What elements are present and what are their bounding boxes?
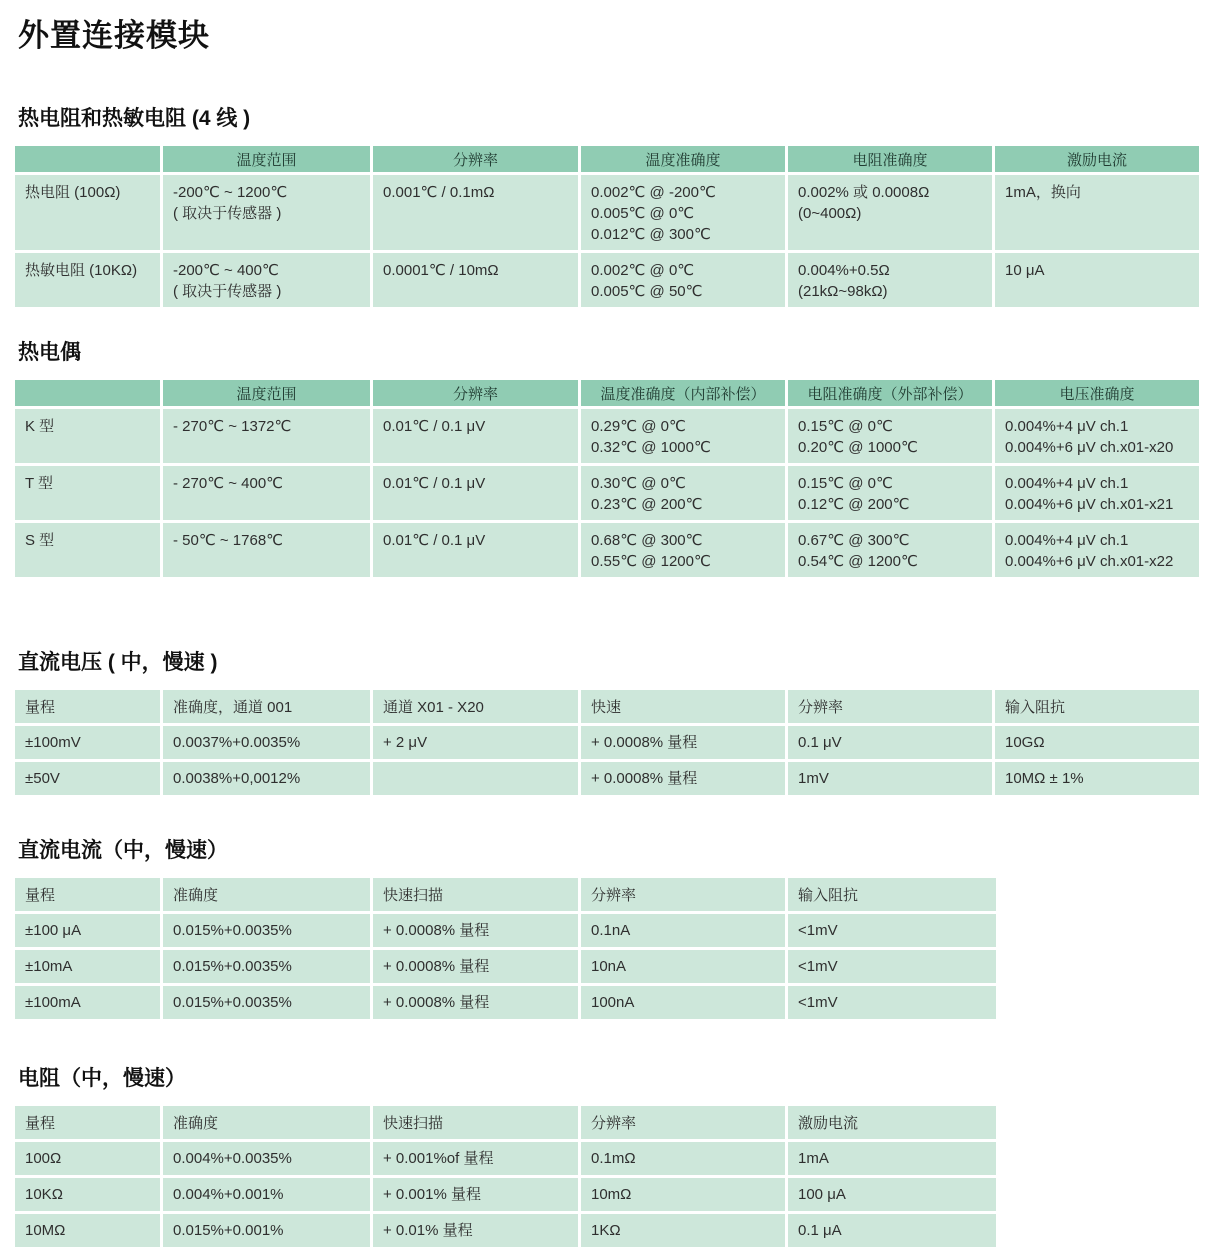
table-row (15, 950, 996, 983)
section-heading: 热电偶 (18, 341, 81, 364)
cell-line: ±100mA (25, 993, 81, 1011)
section-heading: 热电阻和热敏电阻 (4 线 ) (18, 107, 251, 130)
cell-line: 0.005℃ @ 0℃ (591, 205, 695, 222)
cell-line: ±100 μA (25, 921, 82, 939)
cell-line: + 0.0008% 量程 (383, 921, 490, 939)
column-header: 量程 (15, 690, 160, 723)
column-header: 量程 (15, 878, 160, 911)
cell-line: 0.015%+0.0035% (173, 957, 292, 975)
section-heading: 直流电流（中，慢速） (18, 839, 228, 862)
cell-line: 10nA (591, 957, 627, 975)
column-header: 准确度 (163, 878, 370, 911)
table-cell (15, 762, 160, 795)
table-cell (373, 1178, 578, 1211)
column-header: 快速扫描 (373, 1106, 578, 1139)
table-cell (15, 253, 160, 307)
cell-line: <1mV (798, 921, 838, 939)
cell-line: 0.67℃ @ 300℃ (798, 532, 910, 549)
page-title: 外置连接模块 (18, 18, 210, 53)
table-cell (163, 175, 370, 250)
column-header: 准确度，通道 001 (163, 690, 370, 723)
cell-line: + 0.01% 量程 (383, 1221, 473, 1239)
table-cell (373, 726, 578, 759)
cell-line: 1KΩ (591, 1221, 621, 1239)
table-cell (581, 914, 785, 947)
table-cell (163, 762, 370, 795)
column-header: 准确度 (163, 1106, 370, 1139)
column-header: 分辨率 (581, 878, 785, 911)
section-heading: 直流电压 ( 中，慢速 ) (18, 651, 218, 674)
spec-table (12, 377, 1202, 580)
column-header: 温度准确度（内部补偿） (581, 380, 785, 406)
cell-line: 10MΩ (25, 1221, 66, 1239)
table-cell (788, 914, 996, 947)
cell-line: <1mV (798, 957, 838, 975)
cell-line: 0.01℃ / 0.1 μV (383, 475, 486, 492)
cell-line: (0~400Ω) (798, 205, 862, 222)
header-row (15, 380, 1199, 406)
cell-line: 0.004%+4 μV ch.1 (1005, 418, 1129, 435)
cell-line: K 型 (25, 418, 55, 435)
table-row (15, 762, 1199, 795)
cell-line: 0.1 μV (798, 733, 842, 751)
column-header: 量程 (15, 1106, 160, 1139)
table-row (15, 1142, 996, 1175)
cell-line: 0.20℃ @ 1000℃ (798, 439, 918, 456)
cell-line: 0.54℃ @ 1200℃ (798, 553, 918, 570)
table-cell (581, 175, 785, 250)
table-cell (995, 466, 1199, 520)
cell-line: 0.015%+0.0035% (173, 921, 292, 939)
table-cell (995, 409, 1199, 463)
table-cell (788, 1214, 996, 1247)
table-cell (373, 253, 578, 307)
column-header: 电阻准确度（外部补偿） (788, 380, 992, 406)
cell-line: ( 取决于传感器 ) (173, 283, 282, 300)
table-cell (788, 762, 992, 795)
table-cell (15, 523, 160, 577)
cell-line: 10KΩ (25, 1185, 63, 1203)
cell-line: 0.0001℃ / 10mΩ (383, 262, 499, 279)
table-row (15, 986, 996, 1019)
cell-line: 10GΩ (1005, 733, 1045, 751)
sections-container (15, 102, 1211, 1250)
column-header: 电压准确度 (995, 380, 1199, 406)
table-cell (373, 762, 578, 795)
table-cell (995, 726, 1199, 759)
table-cell (163, 409, 370, 463)
table-cell (373, 1214, 578, 1247)
table-cell (788, 253, 992, 307)
cell-line: 0.01℃ / 0.1 μV (383, 418, 486, 435)
table-cell (15, 914, 160, 947)
spec-table (12, 143, 1202, 310)
table-cell (581, 1142, 785, 1175)
cell-line: T 型 (25, 475, 54, 492)
cell-line: 10MΩ ± 1% (1005, 769, 1084, 787)
table-cell (581, 986, 785, 1019)
table-cell (373, 466, 578, 520)
cell-line: 0.32℃ @ 1000℃ (591, 439, 711, 456)
cell-line: 0.004%+6 μV ch.x01-x20 (1005, 439, 1174, 456)
cell-line: 0.0038%+0,0012% (173, 769, 301, 787)
table-cell (163, 986, 370, 1019)
table-cell (788, 1142, 996, 1175)
cell-line: 0.004%+0.5Ω (798, 262, 890, 279)
table-row (15, 726, 1199, 759)
cell-line: 0.55℃ @ 1200℃ (591, 553, 711, 570)
table-cell (15, 950, 160, 983)
cell-line: 0.15℃ @ 0℃ (798, 418, 893, 435)
column-header (15, 146, 160, 172)
cell-line: 0.004%+0.0035% (173, 1149, 292, 1167)
cell-line: 0.004%+4 μV ch.1 (1005, 532, 1129, 549)
header-row (15, 878, 996, 911)
table-cell (995, 175, 1199, 250)
spec-table (12, 875, 999, 1022)
table-cell (15, 726, 160, 759)
table-row (15, 409, 1199, 463)
header-row (15, 1106, 996, 1139)
cell-line: 10mΩ (591, 1185, 632, 1203)
cell-line: 0.01℃ / 0.1 μV (383, 532, 486, 549)
cell-line: + 0.0008% 量程 (383, 993, 490, 1011)
table-cell (788, 523, 992, 577)
cell-line: 0.005℃ @ 50℃ (591, 283, 703, 300)
cell-line: 0.23℃ @ 200℃ (591, 496, 703, 513)
section-heading: 电阻（中，慢速） (18, 1067, 186, 1090)
section (15, 834, 1211, 1022)
cell-line: 100nA (591, 993, 635, 1011)
table-cell (163, 1178, 370, 1211)
cell-line: 0.68℃ @ 300℃ (591, 532, 703, 549)
table-cell (163, 914, 370, 947)
cell-line: ±50V (25, 769, 60, 787)
table-cell (788, 175, 992, 250)
cell-line: 0.004%+0.001% (173, 1185, 284, 1203)
table-cell (581, 466, 785, 520)
column-header: 温度范围 (163, 146, 370, 172)
cell-line: + 0.0008% 量程 (383, 957, 490, 975)
column-header: 输入阻抗 (788, 878, 996, 911)
column-header: 分辨率 (581, 1106, 785, 1139)
cell-line: + 0.001%of 量程 (383, 1149, 494, 1167)
table-cell (163, 1142, 370, 1175)
table-cell (163, 950, 370, 983)
cell-line: 0.004%+4 μV ch.1 (1005, 475, 1129, 492)
cell-line: + 2 μV (383, 733, 428, 751)
table-cell (373, 175, 578, 250)
table-cell (788, 726, 992, 759)
cell-line: 0.002% 或 0.0008Ω (798, 184, 930, 201)
cell-line: 热敏电阻 (10KΩ) (25, 262, 138, 279)
column-header: 输入阻抗 (995, 690, 1199, 723)
cell-line: ( 取决于传感器 ) (173, 205, 282, 222)
cell-line: 0.015%+0.0035% (173, 993, 292, 1011)
table-cell (581, 253, 785, 307)
cell-line: + 0.0008% 量程 (591, 733, 698, 751)
table-cell (163, 726, 370, 759)
header-row (15, 690, 1199, 723)
table-row (15, 175, 1199, 250)
cell-line: 0.1 μA (798, 1221, 842, 1239)
table-cell (15, 1178, 160, 1211)
cell-line: ±10mA (25, 957, 73, 975)
cell-line: ±100mV (25, 733, 81, 751)
table-cell (581, 950, 785, 983)
cell-line: -200℃ ~ 1200℃ (173, 184, 288, 201)
column-header: 温度范围 (163, 380, 370, 406)
table-cell (581, 762, 785, 795)
table-cell (995, 523, 1199, 577)
cell-line: 0.0037%+0.0035% (173, 733, 301, 751)
table-cell (163, 253, 370, 307)
table-cell (373, 523, 578, 577)
table-cell (581, 523, 785, 577)
spec-table (12, 687, 1202, 798)
cell-line: - 50℃ ~ 1768℃ (173, 532, 284, 549)
column-header: 激励电流 (788, 1106, 996, 1139)
table-cell (163, 466, 370, 520)
cell-line: 1mA (798, 1149, 829, 1167)
column-header (15, 380, 160, 406)
table-cell (15, 409, 160, 463)
table-cell (581, 1214, 785, 1247)
cell-line: 0.002℃ @ -200℃ (591, 184, 716, 201)
table-cell (15, 175, 160, 250)
cell-line: 1mA，换向 (1005, 184, 1081, 201)
header-row (15, 146, 1199, 172)
table-cell (373, 409, 578, 463)
cell-line: - 270℃ ~ 400℃ (173, 475, 284, 492)
table-row (15, 914, 996, 947)
section (15, 102, 1211, 310)
table-cell (373, 1142, 578, 1175)
column-header: 温度准确度 (581, 146, 785, 172)
column-header: 电阻准确度 (788, 146, 992, 172)
table-cell (163, 523, 370, 577)
cell-line: 0.15℃ @ 0℃ (798, 475, 893, 492)
table-row (15, 523, 1199, 577)
table-cell (15, 466, 160, 520)
table-cell (581, 726, 785, 759)
cell-line: 0.1mΩ (591, 1149, 636, 1167)
table-cell (373, 950, 578, 983)
table-cell (581, 409, 785, 463)
table-cell (15, 986, 160, 1019)
table-cell (373, 986, 578, 1019)
cell-line: (21kΩ~98kΩ) (798, 283, 888, 300)
table-cell (788, 986, 996, 1019)
table-cell (995, 762, 1199, 795)
column-header: 分辨率 (373, 146, 578, 172)
cell-line: + 0.001% 量程 (383, 1185, 481, 1203)
cell-line: 10 μA (1005, 262, 1045, 279)
column-header: 分辨率 (373, 380, 578, 406)
table-cell (788, 1178, 996, 1211)
table-cell (995, 253, 1199, 307)
cell-line: 0.012℃ @ 300℃ (591, 226, 711, 243)
cell-line: -200℃ ~ 400℃ (173, 262, 279, 279)
cell-line: - 270℃ ~ 1372℃ (173, 418, 292, 435)
cell-line: 100Ω (25, 1149, 62, 1167)
table-row (15, 1214, 996, 1247)
cell-line: 0.30℃ @ 0℃ (591, 475, 686, 492)
cell-line: + 0.0008% 量程 (591, 769, 698, 787)
table-cell (15, 1214, 160, 1247)
cell-line: 0.004%+6 μV ch.x01-x21 (1005, 496, 1174, 513)
column-header: 分辨率 (788, 690, 992, 723)
table-row (15, 253, 1199, 307)
column-header: 通道 X01 - X20 (373, 690, 578, 723)
section (15, 646, 1211, 798)
column-header: 快速 (581, 690, 785, 723)
column-header: 激励电流 (995, 146, 1199, 172)
table-cell (788, 950, 996, 983)
cell-line: 热电阻 (100Ω) (25, 184, 121, 201)
cell-line: 0.29℃ @ 0℃ (591, 418, 686, 435)
column-header: 快速扫描 (373, 878, 578, 911)
table-cell (788, 466, 992, 520)
section (15, 336, 1211, 580)
cell-line: 0.015%+0.001% (173, 1221, 284, 1239)
spec-table (12, 1103, 999, 1250)
cell-line: 0.004%+6 μV ch.x01-x22 (1005, 553, 1174, 570)
table-cell (788, 409, 992, 463)
table-row (15, 1178, 996, 1211)
table-cell (581, 1178, 785, 1211)
table-cell (15, 1142, 160, 1175)
table-row (15, 466, 1199, 520)
cell-line: 100 μA (798, 1185, 846, 1203)
cell-line: 0.12℃ @ 200℃ (798, 496, 910, 513)
table-cell (163, 1214, 370, 1247)
cell-line: <1mV (798, 993, 838, 1011)
section (15, 1062, 1211, 1250)
table-cell (373, 914, 578, 947)
cell-line: 0.002℃ @ 0℃ (591, 262, 695, 279)
cell-line: 1mV (798, 769, 829, 787)
cell-line: 0.1nA (591, 921, 631, 939)
cell-line: S 型 (25, 532, 55, 549)
cell-line: 0.001℃ / 0.1mΩ (383, 184, 495, 201)
